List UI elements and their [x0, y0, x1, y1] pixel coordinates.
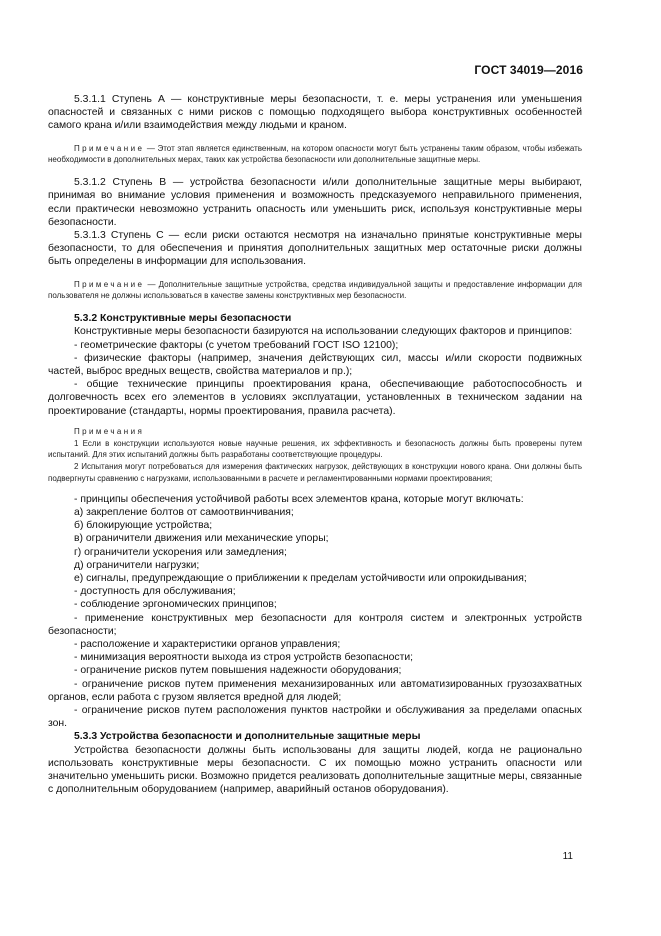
list-item: б) блокирующие устройства;	[74, 520, 213, 532]
note-text: — Этот этап является единственным, на котором опасности могут быть устранены таким образом, чтобы избежать необходимости в дополнительных мерах, таких как устройства безопасности или дополнительные защитные меры.	[48, 143, 582, 165]
list-item: а) закрепление болтов от самоотвинчивания;	[74, 507, 294, 519]
list-item: - применение конструктивных мер безопасности для контроля систем и электронных устройств безопасности;	[48, 612, 582, 637]
paragraph-5-3-1-2: 5.3.1.2 Ступень В — устройства безопасности и/или дополнительные защитные меры выбирают, принимая во внимание условия применения и возможность предсказуемого неправильного применения, если практически невозможно устранить опасность или уменьшить риск, используя конструктивные меры безопасности.	[48, 177, 582, 228]
list-item: - общие технические принципы проектирования крана, обеспечивающие работоспособность и долговечность всех его элементов в условиях эксплуатации, установленных в техническом задании на проектирование (стандарты, нормы проектирования, правила расчета).	[48, 379, 582, 417]
list-item: д) ограничители нагрузки;	[74, 559, 200, 571]
list-item: е) сигналы, предупреждающие о приближении к пределам устойчивости или опрокидывания;	[74, 573, 527, 585]
note-label: Примечание	[74, 143, 145, 153]
paragraph: Устройства безопасности должны быть использованы для защиты людей, когда не рационально использовать конструктивные меры безопасности. С их помощью можно устранить опасности или значительно уменьшить риски. Возможно придется реализовать дополнительные защитные меры, связанные с дополнительным оборудованием (например, аварийный останов оборудования).	[48, 744, 582, 796]
note-1	[48, 143, 582, 167]
list-item: - соблюдение эргономических принципов;	[74, 599, 277, 611]
list-item: - ограничение рисков путем расположения пунктов настройки и обслуживания за пределами опасных зон.	[48, 705, 582, 730]
list-item: - ограничение рисков путем применения механизированных или автоматизированных грузозахватных органов, если работа с грузом является вредной для людей;	[48, 678, 582, 703]
note-3: 1 Если в конструкции используются новые научные решения, их эффективность и безопасность должны быть проверены путем испытаний. Для этих испытаний должны быть разработаны соответствующие процедуры.	[48, 438, 582, 460]
document-code: ГОСТ 34019—2016	[474, 63, 583, 77]
note-2	[48, 279, 582, 303]
list-item: - геометрические факторы (с учетом требований ГОСТ ISO 12100);	[74, 339, 399, 351]
paragraph-5-3-1-1: 5.3.1.1 Ступень А — конструктивные меры безопасности, т. е. меры устранения или уменьшения опасностей и связанных с ними рисков с помощью подходящего выбора конструктивных особенностей самого крана и/или взаимодействия между людьми и краном.	[48, 94, 582, 132]
note-4: 2 Испытания могут потребоваться для измерения фактических нагрузок, действующих в конструкции нового крана. Они должны быть подвергнуты сравнению с нагрузками, использованными в расчете и регламентированными нормами проектирования;	[48, 462, 582, 484]
section-heading-5-3-2: 5.3.2 Конструктивные меры безопасности	[74, 313, 292, 325]
list-item: - физические факторы (например, значения действующих сил, массы и/или скорости подвижных частей, выброс вредных веществ, свойства материалов и пр.);	[48, 352, 582, 378]
list-item: г) ограничители ускорения или замедления;	[74, 546, 287, 558]
list-item: - минимизация вероятности выхода из строя устройств безопасности;	[74, 652, 414, 664]
note-label: Примечание	[74, 279, 145, 289]
page-content	[48, 93, 582, 797]
list-item: - расположение и характеристики органов управления;	[74, 639, 341, 651]
notes-heading: Примечания	[74, 426, 145, 436]
page-number: 11	[562, 851, 573, 862]
list-item: в) ограничители движения или механические упоры;	[74, 533, 329, 545]
list-item: - принципы обеспечения устойчивой работы всех элементов крана, которые могут включать:	[74, 493, 524, 505]
section-heading-5-3-3: 5.3.3 Устройства безопасности и дополнительные защитные меры	[74, 731, 421, 743]
list-item: - доступность для обслуживания;	[74, 586, 236, 598]
paragraph-5-3-1-3: 5.3.1.3 Ступень С — если риски остаются несмотря на изначально принятые конструктивные меры безопасности, то для обеспечения и принятия дополнительных защитных мер остаточные риски должны быть определены в информации для использования.	[48, 230, 582, 268]
paragraph: Конструктивные меры безопасности базируются на использовании следующих факторов и принципов:	[74, 326, 573, 338]
list-item: - ограничение рисков путем повышения надежности оборудования;	[74, 665, 402, 677]
note-text: — Дополнительные защитные устройства, средства индивидуальной защиты и предоставление информации для пользователя не должны использоваться в качестве замены конструктивных мер безопасности.	[48, 279, 582, 301]
